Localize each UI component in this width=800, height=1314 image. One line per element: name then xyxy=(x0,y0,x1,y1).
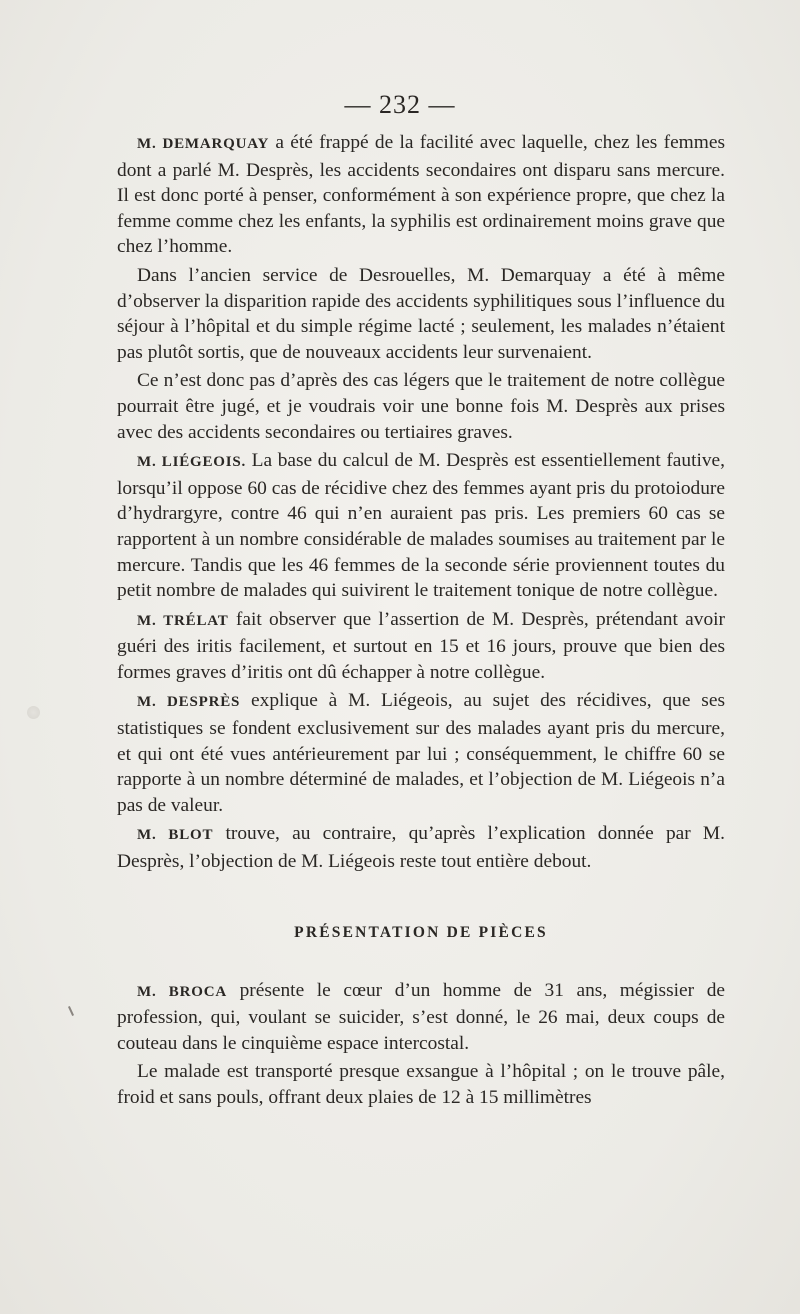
paragraph-text: trouve, au contraire, qu’après l’explication donnée par M. Desprès, l’objection de M. Liégeois reste tout entière debout. xyxy=(117,823,725,873)
paragraph-malade xyxy=(117,1059,725,1110)
paragraph-text: présente le cœur d’un homme de 31 ans, mégissier de profession, qui, voulant se suicider, s’est donné, le 26 mai, deux coups de couteau dans le cinquième espace intercostal. xyxy=(117,979,725,1054)
paragraph-text: Le malade est transporté presque exsangue à l’hôpital ; on le trouve pâle, froid et sans pouls, offrant deux plaies de 12 à 15 millimètres xyxy=(117,1061,725,1108)
paragraph-broca xyxy=(117,978,725,1057)
paragraph-blot xyxy=(117,821,725,874)
stray-pen-mark xyxy=(68,1006,74,1016)
body-text xyxy=(117,130,725,1114)
paragraph-text: a été frappé de la facilité avec laquelle, chez les femmes dont a parlé M. Desprès, les accidents secondaires ont disparu sans mercure. Il est donc porté à penser, conformément à son expérience propre, que chez la femme comme chez les enfants, la syphilis est ordinairement moins grave que chez l’homme. xyxy=(117,132,725,258)
paragraph-text: fait observer que l’assertion de M. Desprès, prétendant avoir guéri des iritis facilement, et surtout en 15 et 16 jours, prouve que bien des formes graves d’iritis ont dû échapper à notre collègue. xyxy=(117,608,725,683)
paragraph-text: Dans l’ancien service de Desrouelles, M. Demarquay a été à même d’observer la disparition rapide des accidents syphilitiques sous l’influence du séjour à l’hôpital et du simple régime lacté ; seulement, les malades n’étaient pas plutôt sortis, que de nouveaux accidents leur survenaient. xyxy=(117,264,725,363)
page-number: — 232 — xyxy=(344,90,456,119)
speaker-name: M. TRÉLAT xyxy=(137,612,229,629)
speaker-name: M. BLOT xyxy=(137,827,214,844)
speaker-name: M. DESPRÈS xyxy=(137,694,241,711)
paragraph-cas-legers xyxy=(117,368,725,445)
speaker-name: M. LIÉGEOIS. xyxy=(137,454,247,471)
ink-blot-mark xyxy=(27,706,40,719)
paragraph-text: explique à M. Liégeois, au sujet des récidives, que ses statistiques se fondent exclusivement sur des malades ayant pris du mercure, et qui ont été vues antérieurement par lui ; conséquemment, le chiffre 60 se rapporte à un nombre déterminé de malades, et l’objection de M. Liégeois n’a pas de valeur. xyxy=(117,690,725,816)
paragraph-demarquay xyxy=(117,130,725,260)
paragraph-text: La base du calcul de M. Desprès est essentiellement fautive, lorsqu’il oppose 60 cas de récidive chez des femmes ayant pris du protoiodure d’hydrargyre, contre 46 qui n’en auraient pas pris. Les premiers 60 cas se rapportent à un nombre considérable de malades soumises au traitement par le mercure. Tandis que les 46 femmes de la seconde série proviennent toutes du petit nombre de malades qui suivirent le traitement tonique de notre collègue. xyxy=(117,450,726,602)
paragraph-despres xyxy=(117,688,725,818)
paragraph-text: Ce n’est donc pas d’après des cas légers que le traitement de notre collègue pourrait être jugé, et je voudrais voir une bonne fois M. Desprès aux prises avec des accidents secondaires ou tertiaires graves. xyxy=(117,370,725,443)
section-heading: PRÉSENTATION DE PIÈCES xyxy=(294,923,548,941)
paragraph-liegeois xyxy=(117,448,725,604)
speaker-name: M. BROCA xyxy=(137,983,227,1000)
paragraph-trelat xyxy=(117,607,725,686)
paragraph-desrouelles xyxy=(117,263,725,365)
speaker-name: M. DEMARQUAY xyxy=(137,136,270,152)
